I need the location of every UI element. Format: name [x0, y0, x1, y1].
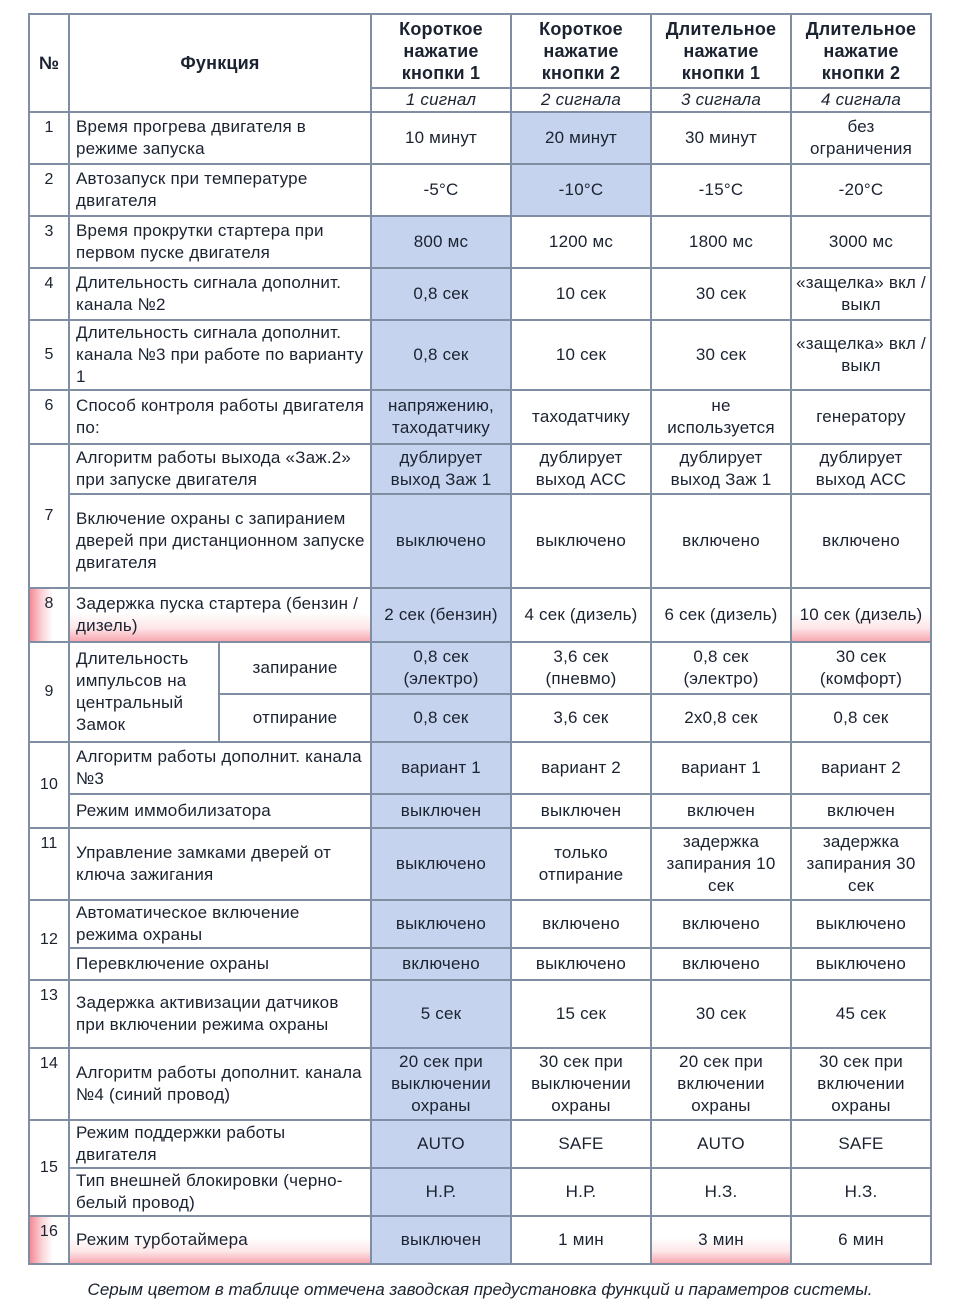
row-number: 15	[29, 1120, 69, 1216]
value-cell-default: вариант 1	[371, 742, 511, 794]
value-cell: AUTO	[651, 1120, 791, 1168]
table-row	[29, 1048, 931, 1120]
value-cell: включено	[651, 900, 791, 948]
value-cell: включено	[651, 948, 791, 980]
value-cell: дублирует выход Заж 1	[651, 444, 791, 494]
row-number: 6	[29, 390, 69, 444]
function-cell: Режим турботаймера	[69, 1216, 371, 1264]
value-cell: SAFE	[791, 1120, 931, 1168]
sub-label-unlock: отпирание	[219, 694, 371, 742]
value-cell: включено	[511, 900, 651, 948]
row-number: 13	[29, 980, 69, 1048]
value-cell: таходатчику	[511, 390, 651, 444]
function-cell: Алгоритм работы дополнит. канала №4 (синий провод)	[69, 1048, 371, 1120]
value-cell: выключено	[511, 494, 651, 588]
row-number: 8	[29, 588, 69, 642]
table-row	[29, 742, 931, 794]
function-cell: Алгоритм работы выхода «Заж.2» при запуске двигателя	[69, 444, 371, 494]
value-cell: 30 сек	[651, 268, 791, 320]
value-cell-default: 2 сек (бензин)	[371, 588, 511, 642]
function-cell: Автоматическое включение режима охраны	[69, 900, 371, 948]
function-cell: Управление замками дверей от ключа зажигания	[69, 828, 371, 900]
value-cell: «защелка» вкл / выкл	[791, 268, 931, 320]
value-cell: включен	[651, 794, 791, 828]
value-cell-default: выключен	[371, 1216, 511, 1264]
value-cell: -20°С	[791, 164, 931, 216]
header-col-2: Короткое нажатие кнопки 2	[511, 14, 651, 88]
value-cell-default: напряжению, таходатчику	[371, 390, 511, 444]
table-row	[29, 980, 931, 1048]
value-cell: «защелка» вкл / выкл	[791, 320, 931, 390]
value-cell-default: выключено	[371, 828, 511, 900]
value-cell: 30 сек при выключении охраны	[511, 1048, 651, 1120]
value-cell: 20 сек при включении охраны	[651, 1048, 791, 1120]
function-cell: Тип внешней блокировки (черно-белый провод)	[69, 1168, 371, 1216]
value-cell: дублирует выход АСС	[791, 444, 931, 494]
row-number: 4	[29, 268, 69, 320]
function-cell: Время прокрутки стартера при первом пуске двигателя	[69, 216, 371, 268]
table-row	[29, 794, 931, 828]
value-cell: 30 сек (комфорт)	[791, 642, 931, 694]
table-row	[29, 216, 931, 268]
function-cell: Задержка активизации датчиков при включении режима охраны	[69, 980, 371, 1048]
row-number: 16	[29, 1216, 69, 1264]
value-cell-default: AUTO	[371, 1120, 511, 1168]
value-cell: только отпирание	[511, 828, 651, 900]
value-cell: выключено	[791, 948, 931, 980]
value-cell: Н.З.	[791, 1168, 931, 1216]
value-cell: 30 сек при включении охраны	[791, 1048, 931, 1120]
value-cell-default: -10°С	[511, 164, 651, 216]
value-cell-default: выключено	[371, 900, 511, 948]
table-row-highlighted	[29, 1216, 931, 1264]
table-row	[29, 164, 931, 216]
value-cell-default: 5 сек	[371, 980, 511, 1048]
footnote: Серым цветом в таблице отмечена заводская предустановка функций и параметров системы.	[87, 1280, 873, 1299]
table-row	[29, 828, 931, 900]
header-col-4: Длительное нажатие кнопки 2	[791, 14, 931, 88]
value-cell-default: включено	[371, 948, 511, 980]
value-cell: 1200 мс	[511, 216, 651, 268]
function-cell: Алгоритм работы дополнит. канала №3	[69, 742, 371, 794]
value-cell: 10 сек	[511, 320, 651, 390]
value-cell: -15°С	[651, 164, 791, 216]
value-cell: 1 мин	[511, 1216, 651, 1264]
header-function: Функция	[69, 14, 371, 112]
function-cell: Автозапуск при температуре двигателя	[69, 164, 371, 216]
value-cell: 1800 мс	[651, 216, 791, 268]
value-cell-default: дублирует выход Заж 1	[371, 444, 511, 494]
value-cell-default: выключено	[371, 494, 511, 588]
function-cell: Задержка пуска стартера (бензин / дизель)	[69, 588, 371, 642]
table-row	[29, 112, 931, 164]
value-cell-default: 20 минут	[511, 112, 651, 164]
value-cell: без ограничения	[791, 112, 931, 164]
value-cell: генератору	[791, 390, 931, 444]
table-row	[29, 494, 931, 588]
settings-table	[28, 13, 932, 1265]
signal-1: 1 сигнал	[371, 88, 511, 112]
value-cell: 10 сек	[511, 268, 651, 320]
value-cell: 2х0,8 сек	[651, 694, 791, 742]
table-row	[29, 900, 931, 948]
value-cell: вариант 1	[651, 742, 791, 794]
function-cell: Способ контроля работы двигателя по:	[69, 390, 371, 444]
value-cell: Н.Р.	[511, 1168, 651, 1216]
value-cell: дублирует выход АСС	[511, 444, 651, 494]
function-cell: Режим поддержки работы двигателя	[69, 1120, 371, 1168]
table-row	[29, 268, 931, 320]
value-cell: 0,8 сек (электро)	[651, 642, 791, 694]
function-cell: Включение охраны с запиранием дверей при дистанционном запуске двигателя	[69, 494, 371, 588]
value-cell-default: 0,8 сек	[371, 320, 511, 390]
value-cell: 45 сек	[791, 980, 931, 1048]
value-cell: включено	[791, 494, 931, 588]
value-cell: 30 минут	[651, 112, 791, 164]
table-row	[29, 444, 931, 494]
value-cell: 3,6 сек	[511, 694, 651, 742]
value-cell: SAFE	[511, 1120, 651, 1168]
value-cell: 4 сек (дизель)	[511, 588, 651, 642]
value-cell: 6 сек (дизель)	[651, 588, 791, 642]
value-cell-default: 20 сек при выключении охраны	[371, 1048, 511, 1120]
value-cell-default: выключен	[371, 794, 511, 828]
row-number: 7	[29, 444, 69, 588]
table-row	[29, 948, 931, 980]
table-row	[29, 390, 931, 444]
row-number: 14	[29, 1048, 69, 1120]
header-num: №	[29, 14, 69, 112]
table-row	[29, 1120, 931, 1168]
value-cell: 6 мин	[791, 1216, 931, 1264]
value-cell: вариант 2	[511, 742, 651, 794]
table-row	[29, 320, 931, 390]
value-cell-default: 0,8 сек	[371, 268, 511, 320]
value-cell: 3,6 сек (пневмо)	[511, 642, 651, 694]
row-number: 12	[29, 900, 69, 980]
value-cell-default: 800 мс	[371, 216, 511, 268]
function-cell: Длительность импульсов на центральный Замок	[69, 642, 219, 742]
value-cell: задержка запирания 30 сек	[791, 828, 931, 900]
value-cell: 30 сек	[651, 980, 791, 1048]
function-cell: Перевключение охраны	[69, 948, 371, 980]
header-col-1: Короткое нажатие кнопки 1	[371, 14, 511, 88]
table-row-highlighted	[29, 588, 931, 642]
value-cell-default: 0,8 сек	[371, 694, 511, 742]
row-number: 9	[29, 642, 69, 742]
value-cell: 0,8 сек	[791, 694, 931, 742]
table-row	[29, 642, 931, 694]
row-number: 5	[29, 320, 69, 390]
value-cell: не используется	[651, 390, 791, 444]
value-cell: включено	[651, 494, 791, 588]
value-cell: Н.З.	[651, 1168, 791, 1216]
function-cell: Режим иммобилизатора	[69, 794, 371, 828]
value-cell: 15 сек	[511, 980, 651, 1048]
row-number: 11	[29, 828, 69, 900]
value-cell-highlighted: 10 сек (дизель)	[791, 588, 931, 642]
row-number: 2	[29, 164, 69, 216]
value-cell: выключено	[511, 948, 651, 980]
value-cell: включен	[791, 794, 931, 828]
function-cell: Длительность сигнала дополнит. канала №3 при работе по варианту 1	[69, 320, 371, 390]
value-cell: 30 сек	[651, 320, 791, 390]
value-cell: выключен	[511, 794, 651, 828]
row-number: 3	[29, 216, 69, 268]
value-cell: задержка запирания 10 сек	[651, 828, 791, 900]
sub-label-lock: запирание	[219, 642, 371, 694]
table-row	[29, 1168, 931, 1216]
signal-2: 2 сигнала	[511, 88, 651, 112]
header-col-3: Длительное нажатие кнопки 1	[651, 14, 791, 88]
signal-3: 3 сигнала	[651, 88, 791, 112]
signal-4: 4 сигнала	[791, 88, 931, 112]
row-number: 1	[29, 112, 69, 164]
value-cell: 10 минут	[371, 112, 511, 164]
value-cell-default: 0,8 сек (электро)	[371, 642, 511, 694]
function-cell: Время прогрева двигателя в режиме запуска	[69, 112, 371, 164]
value-cell-highlighted: 3 мин	[651, 1216, 791, 1264]
row-number: 10	[29, 742, 69, 828]
value-cell: выключено	[791, 900, 931, 948]
value-cell: вариант 2	[791, 742, 931, 794]
value-cell: -5°С	[371, 164, 511, 216]
function-cell: Длительность сигнала дополнит. канала №2	[69, 268, 371, 320]
value-cell: 3000 мс	[791, 216, 931, 268]
value-cell-default: Н.Р.	[371, 1168, 511, 1216]
